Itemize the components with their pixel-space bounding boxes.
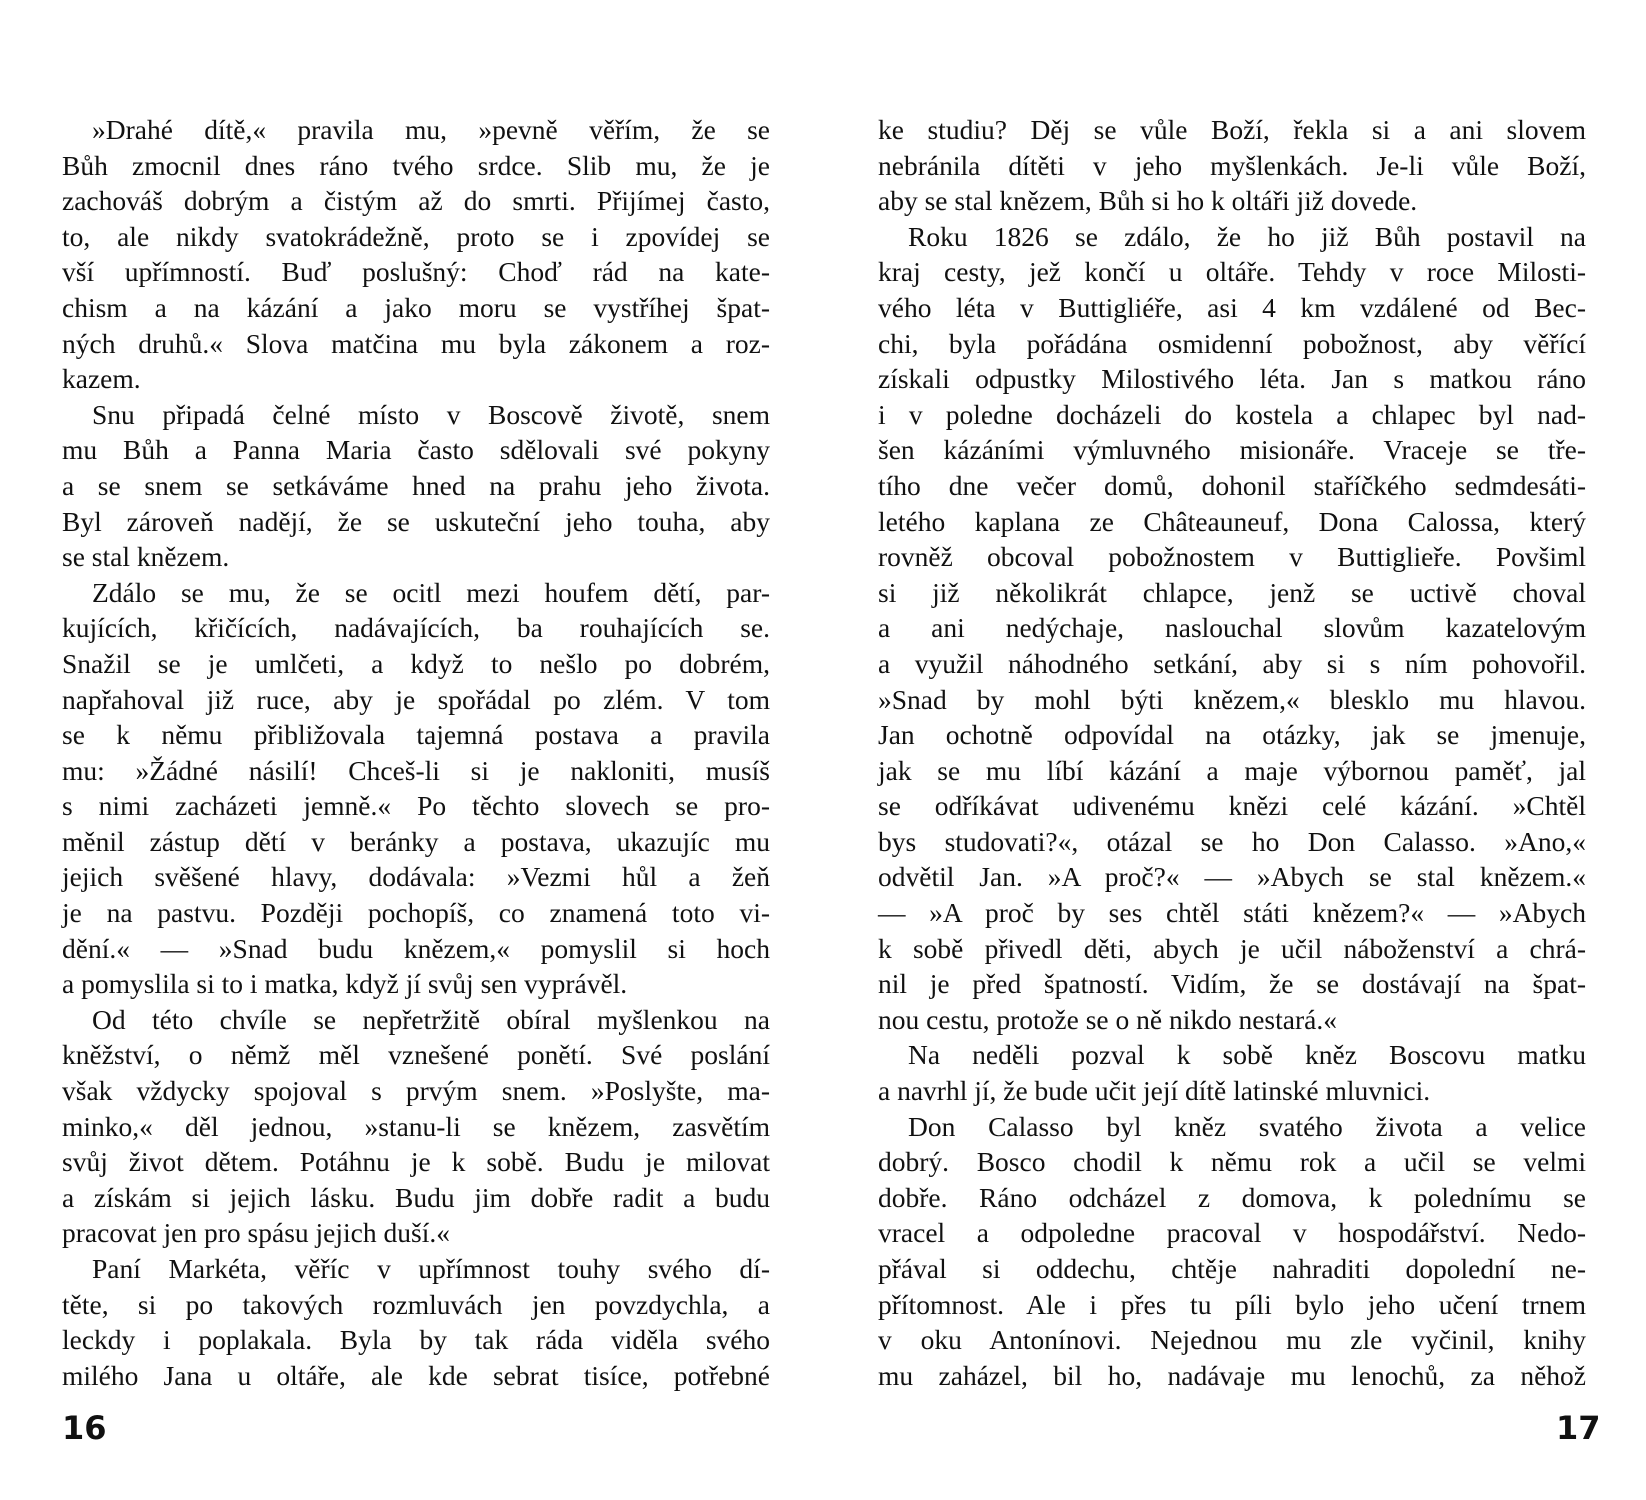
text-line: dění.« — »Snad budu knězem,« pomyslil si hoch [62, 932, 770, 964]
text-line: Byl zároveň nadějí, že se uskuteční jeho touha, aby [62, 505, 770, 537]
text-line: mu: »Žádné násilí! Chceš-li si je nakloniti, musíš [62, 754, 770, 786]
text-line: a využil náhodného setkání, aby si s ním pohovořil. [878, 647, 1586, 679]
text-line: Paní Markéta, věříc v upřímnost touhy svého dí- [92, 1253, 770, 1284]
text-line: mu Bůh a Panna Maria často sdělovali své pokyny [62, 434, 770, 466]
text-line: milého Jana u oltáře, ale kde sebrat tisíce, potřebné [62, 1359, 770, 1391]
text-line: se k němu přibližovala tajemná postava a pravila [62, 719, 770, 751]
text-line: Bůh zmocnil dnes ráno tvého srdce. Slib mu, že je [62, 149, 770, 181]
text-line: — »A proč by ses chtěl státi knězem?« — »Abych [878, 897, 1586, 929]
text-line: Jan ochotně odpovídal na otázky, jak se jmenuje, [878, 719, 1586, 751]
text-line: však vždycky spojoval s prvým snem. »Poslyšte, ma- [62, 1075, 770, 1107]
text-line: letého kaplana ze Châteauneuf, Dona Calossa, který [878, 505, 1586, 537]
right-page [878, 112, 1586, 1393]
text-line: Don Calasso byl kněz svatého života a velice [908, 1110, 1586, 1142]
text-line: vší upřímností. Buď poslušný: Choď rád na kate- [62, 256, 770, 288]
text-line: nebránila dítěti v jeho myšlenkách. Je-li vůle Boží, [878, 149, 1586, 181]
text-line: se odříkávat udivenému knězi celé kázání. »Chtěl [878, 790, 1586, 822]
text-line: je na pastvu. Později pochopíš, co znamená toto vi- [62, 897, 770, 929]
text-line: se stal knězem. [62, 541, 230, 573]
text-line: svůj život dětem. Potáhnu je k sobě. Budu je milovat [62, 1146, 770, 1178]
right-page-number: 17 [1556, 1409, 1601, 1447]
text-line: těte, si po takových rozmluvách jen povzdychla, a [62, 1288, 770, 1320]
text-line: kněžství, o němž měl vznešené ponětí. Své poslání [62, 1039, 770, 1071]
text-line: Snažil se je umlčeti, a když to nešlo po dobrém, [62, 647, 770, 679]
text-line: a se snem se setkáváme hned na prahu jeho života. [62, 469, 770, 501]
text-line: měnil zástup dětí v beránky a postava, ukazujíc mu [62, 825, 770, 857]
text-line: Na neděli pozval k sobě kněz Boscovu matku [908, 1039, 1586, 1071]
text-line: mu zaházel, bil ho, nadávaje mu lenochů, za něhož [878, 1359, 1586, 1391]
text-line: jak se mu líbí kázání a maje výbornou paměť, jal [878, 754, 1586, 786]
text-line: leckdy i poplakala. Byla by tak ráda viděla svého [62, 1324, 770, 1356]
text-line: dobrý. Bosco chodil k němu rok a učil se velmi [878, 1146, 1586, 1178]
text-line: ke studiu? Děj se vůle Boží, řekla si a ani slovem [878, 114, 1586, 145]
text-line: vého léta v Buttigliéře, asi 4 km vzdálené od Bec- [878, 291, 1586, 323]
text-line: rovněž obcoval pobožnostem v Buttiglieře. Povšiml [878, 541, 1586, 573]
text-line: »Snad by mohl býti knězem,« blesklo mu hlavou. [878, 683, 1586, 715]
text-line: a ani nedýchaje, naslouchal slovům kazatelovým [878, 612, 1586, 644]
text-line: získali odpustky Milostivého léta. Jan s matkou ráno [878, 363, 1586, 395]
text-line: tího dne večer domů, dohonil staříčkého sedmdesáti- [878, 469, 1586, 501]
text-line: Snu připadá čelné místo v Boscově životě, snem [92, 398, 770, 430]
left-page-number: 16 [62, 1409, 107, 1447]
text-line: nil je před špatností. Vidím, že se dostávají na špat- [878, 968, 1586, 1000]
text-line: odvětil Jan. »A proč?« — »Abych se stal knězem.« [878, 861, 1586, 893]
text-line: a získám si jejich lásku. Budu jim dobře radit a budu [62, 1181, 770, 1213]
text-line: napřahoval již ruce, aby je spořádal po zlém. V tom [62, 683, 770, 715]
text-line: si již několikrát chlapce, jenž se uctivě choval [878, 576, 1586, 608]
text-line: přával si oddechu, chtěje nahraditi dopolední ne- [878, 1253, 1586, 1284]
text-line: ných druhů.« Slova matčina mu byla zákonem a roz- [62, 327, 770, 359]
text-line: chism a na kázání a jako moru se vystříhej špat- [62, 291, 770, 323]
text-line: k sobě přivedl děti, abych je učil náboženství a chrá- [878, 932, 1586, 964]
text-line: a navrhl jí, že bude učit její dítě latinské mluvnici. [878, 1075, 1431, 1107]
text-line: i v poledne docházeli do kostela a chlapec byl nad- [878, 398, 1586, 430]
text-line: s nimi zacházeti jemně.« Po těchto slovech se pro- [62, 790, 770, 822]
text-line: »Drahé dítě,« pravila mu, »pevně věřím, že se [92, 114, 770, 145]
text-line: chi, byla pořádána osmidenní pobožnost, aby věřící [878, 327, 1586, 359]
text-line: kazem. [62, 363, 141, 395]
text-line: a pomyslila si to i matka, když jí svůj sen vyprávěl. [62, 968, 628, 1000]
text-line: kujících, křičících, nadávajících, ba rouhajících se. [62, 612, 770, 644]
text-line: to, ale nikdy svatokrádežně, proto se i zpovídej se [62, 220, 770, 252]
left-page-text [62, 112, 770, 1393]
text-line: minko,« děl jednou, »stanu-li se knězem, zasvětím [62, 1110, 770, 1142]
text-line: šen kázáními výmluvného misionáře. Vraceje se tře- [878, 434, 1586, 466]
text-line: aby se stal knězem, Bůh si ho k oltáři již dovede. [878, 185, 1418, 217]
text-line: zachováš dobrým a čistým až do smrti. Přijímej často, [62, 185, 770, 217]
text-line: Od této chvíle se nepřetržitě obíral myšlenkou na [92, 1003, 770, 1035]
text-line: Zdálo se mu, že se ocitl mezi houfem dětí, par- [92, 576, 770, 608]
text-line: přítomnost. Ale i přes tu píli bylo jeho učení trnem [878, 1288, 1586, 1320]
text-line: nou cestu, protože se o ně nikdo nestará.« [878, 1003, 1337, 1035]
left-page [62, 112, 770, 1393]
text-line: v oku Antonínovi. Nejednou mu zle vyčinil, knihy [878, 1324, 1586, 1356]
text-line: kraj cesty, jež končí u oltáře. Tehdy v roce Milosti- [878, 256, 1586, 288]
text-line: Roku 1826 se zdálo, že ho již Bůh postavil na [908, 220, 1586, 252]
text-line: pracovat jen pro spásu jejich duší.« [62, 1217, 450, 1249]
text-line: jejich svěšené hlavy, dodávala: »Vezmi hůl a žeň [62, 861, 770, 893]
right-page-text [878, 112, 1586, 1393]
text-line: dobře. Ráno odcházel z domova, k polednímu se [878, 1181, 1586, 1213]
text-line: bys studovati?«, otázal se ho Don Calasso. »Ano,« [878, 825, 1586, 857]
text-line: vracel a odpoledne pracoval v hospodářství. Nedo- [878, 1217, 1586, 1249]
